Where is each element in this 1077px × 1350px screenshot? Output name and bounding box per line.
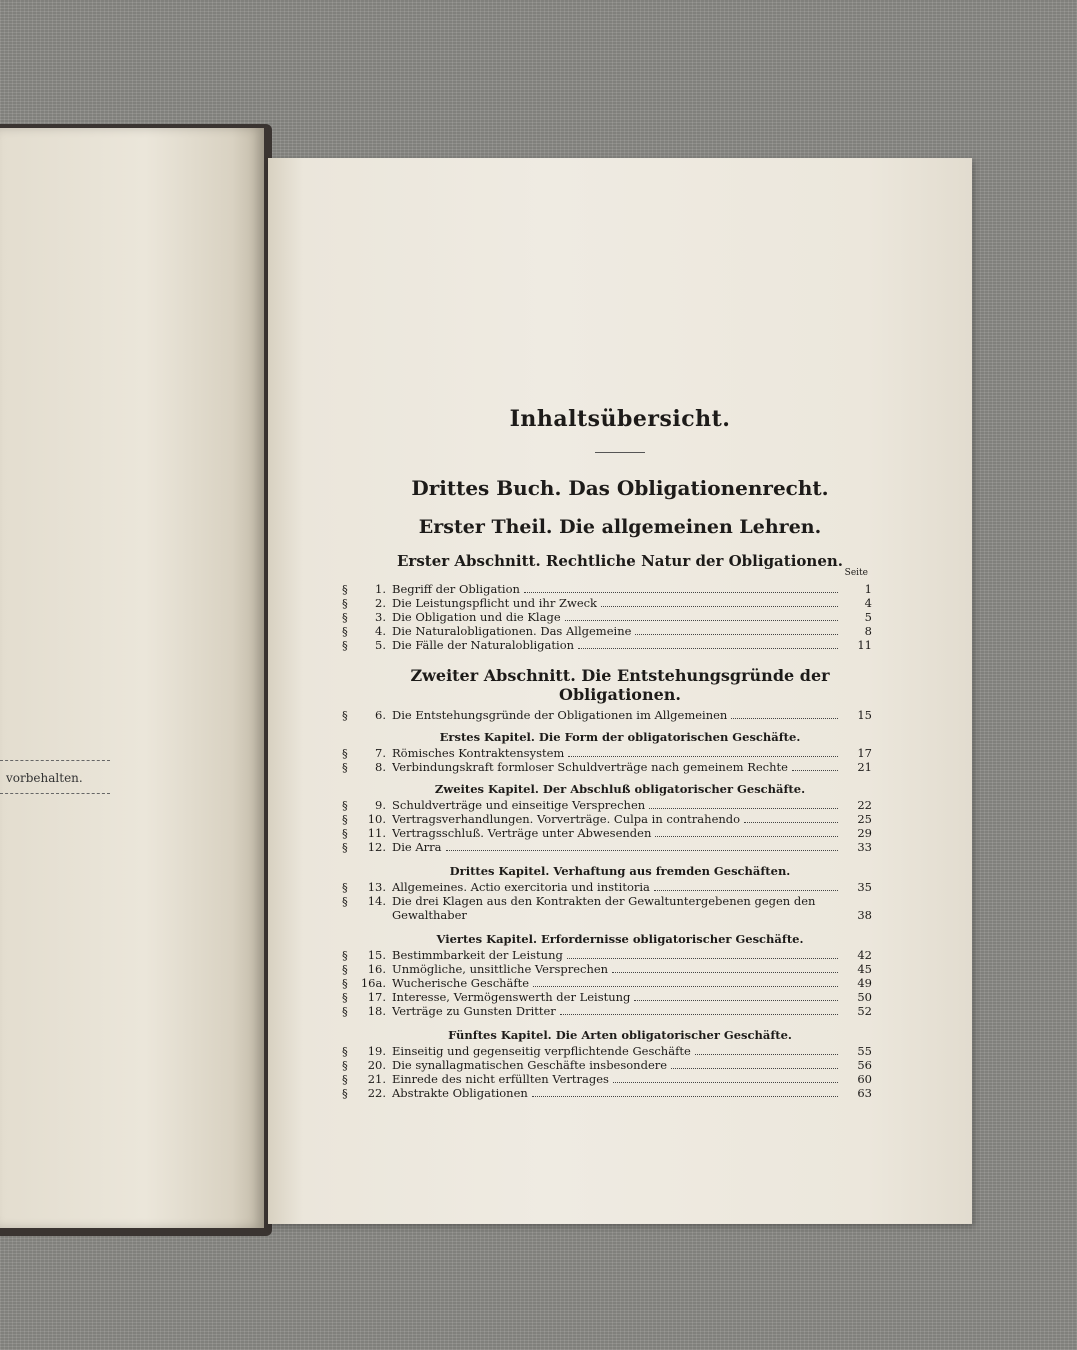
toc-entry: § 7. Römisches Kontraktensystem 17 — [342, 746, 872, 760]
left-page — [0, 128, 264, 1228]
chapter-4-entries — [342, 948, 872, 1018]
left-page-fragment-text: vorbehalten. — [0, 760, 110, 794]
toc-entry: § 9. Schuldverträge und einseitige Versprechen 22 — [342, 798, 872, 812]
book-heading: Drittes Buch. Das Obligationenrecht. — [411, 476, 829, 500]
part-heading: Erster Theil. Die allgemeinen Lehren. — [418, 516, 822, 538]
toc-entry: § 2. Die Leistungspflicht und ihr Zweck 4 — [342, 596, 872, 610]
chapter-5-entries — [342, 1044, 872, 1100]
toc-entry: § 10. Vertragsverhandlungen. Vorverträge. Culpa in contrahendo 25 — [342, 812, 872, 826]
chapter-heading-2: Zweites Kapitel. Der Abschluß obligatorischer Geschäfte. — [434, 782, 806, 796]
chapter-1-entries — [342, 746, 872, 774]
right-page — [268, 158, 972, 1224]
chapter-heading-5: Fünftes Kapitel. Die Arten obligatorischer Geschäfte. — [448, 1028, 792, 1042]
chapter-heading-1: Erstes Kapitel. Die Form der obligatorischen Geschäfte. — [439, 730, 801, 744]
title-divider — [595, 452, 645, 453]
toc-entry: § 15. Bestimmbarkeit der Leistung 42 — [342, 948, 872, 962]
toc-entry: § 16a. Wucherische Geschäfte 49 — [342, 976, 872, 990]
toc-entry: § 17. Interesse, Vermögenswerth der Leistung 50 — [342, 990, 872, 1004]
toc-entry: § 8. Verbindungskraft formloser Schuldverträge nach gemeinem Rechte 21 — [342, 760, 872, 774]
toc-entry: § 3. Die Obligation und die Klage 5 — [342, 610, 872, 624]
page-title: Inhaltsübersicht. — [509, 406, 731, 432]
toc-entry: § 22. Abstrakte Obligationen 63 — [342, 1086, 872, 1100]
toc-entry: § 11. Vertragsschluß. Verträge unter Abwesenden 29 — [342, 826, 872, 840]
section-1-entries — [342, 582, 872, 652]
toc-entry: § 18. Verträge zu Gunsten Dritter 52 — [342, 1004, 872, 1018]
section-heading-2-line-2: Obligationen. — [559, 685, 681, 704]
toc-entry: § 16. Unmögliche, unsittliche Versprechen 45 — [342, 962, 872, 976]
section-heading-1: Erster Abschnitt. Rechtliche Natur der Obligationen. — [397, 552, 843, 570]
table-of-contents — [268, 158, 972, 1224]
toc-entry: § 19. Einseitig und gegenseitig verpflichtende Geschäfte 55 — [342, 1044, 872, 1058]
section-2-entries — [342, 708, 872, 722]
page-column-label: Seite — [844, 568, 868, 578]
toc-entry: § 13. Allgemeines. Actio exercitoria und institoria 35 — [342, 880, 872, 894]
chapter-3-entries — [342, 880, 872, 922]
toc-entry: § 14. Die drei Klagen aus den Kontrakten der Gewaltuntergebenen gegen den Gewalthaber 38 — [342, 894, 872, 922]
toc-entry: § 5. Die Fälle der Naturalobligation 11 — [342, 638, 872, 652]
chapter-heading-3: Drittes Kapitel. Verhaftung aus fremden Geschäften. — [449, 864, 791, 878]
section-heading-2-line-1: Zweiter Abschnitt. Die Entstehungsgründe der — [410, 666, 830, 685]
toc-entry: § 12. Die Arra 33 — [342, 840, 872, 854]
toc-entry: § 6. Die Entstehungsgründe der Obligationen im Allgemeinen 15 — [342, 708, 872, 722]
section-heading-2 — [268, 666, 972, 704]
toc-entry: § 1. Begriff der Obligation 1 — [342, 582, 872, 596]
chapter-2-entries — [342, 798, 872, 854]
chapter-heading-4: Viertes Kapitel. Erfordernisse obligatorischer Geschäfte. — [436, 932, 804, 946]
toc-entry: § 21. Einrede des nicht erfüllten Vertrages 60 — [342, 1072, 872, 1086]
toc-entry: § 4. Die Naturalobligationen. Das Allgemeine 8 — [342, 624, 872, 638]
toc-entry: § 20. Die synallagmatischen Geschäfte insbesondere 56 — [342, 1058, 872, 1072]
